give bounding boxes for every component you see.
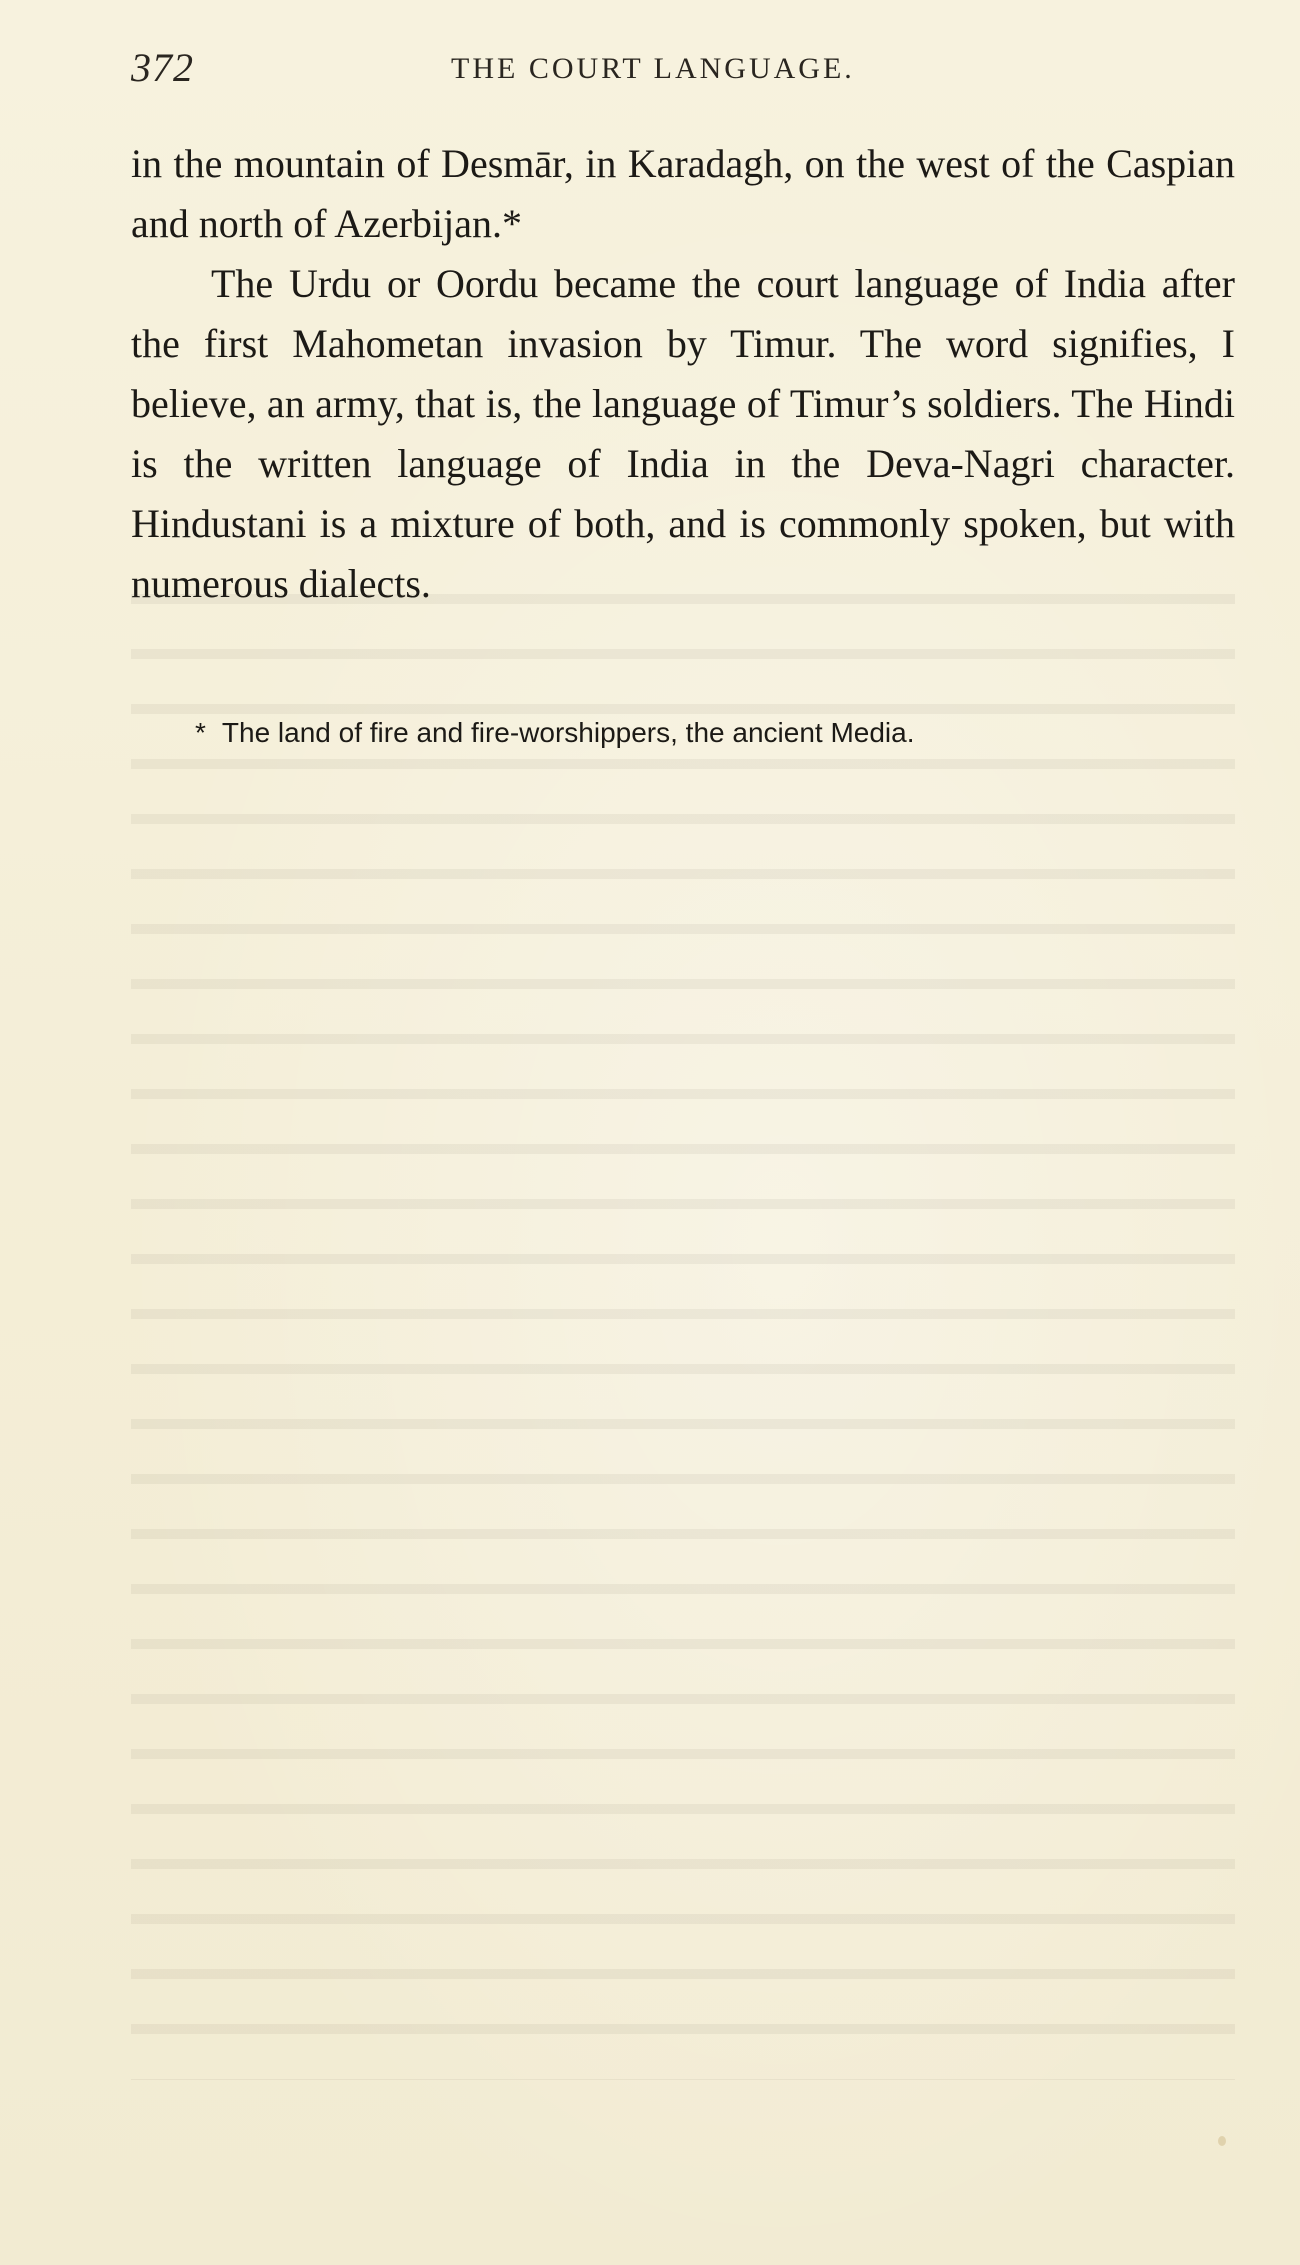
page-header <box>131 44 1231 94</box>
paper-speck <box>1218 2136 1226 2146</box>
paragraph-court-language: The Urdu or Oordu became the court language of India after the first Mahometan invasion by Timur. The word signifies, I believe, an army, that is, the language of Timur’s soldiers. The Hindi is the written language of India in the Deva-Nagri character. Hindustani is a mixture of both, and is commonly spoken, but with numerous dialects. <box>131 261 1235 606</box>
body-text <box>131 134 1235 614</box>
footnote-text: The land of fire and fire-worshippers, the ancient Media. <box>221 717 915 748</box>
footnote-marker: * <box>195 717 206 748</box>
paragraph-continuation: in the mountain of Desmār, in Karadagh, on the west of the Caspian and north of Azerbijan.* <box>131 141 1235 246</box>
page-number: 372 <box>131 45 194 90</box>
show-through-texture <box>131 560 1235 2080</box>
running-head: THE COURT LANGUAGE. <box>451 52 855 85</box>
footnote <box>195 713 1235 753</box>
